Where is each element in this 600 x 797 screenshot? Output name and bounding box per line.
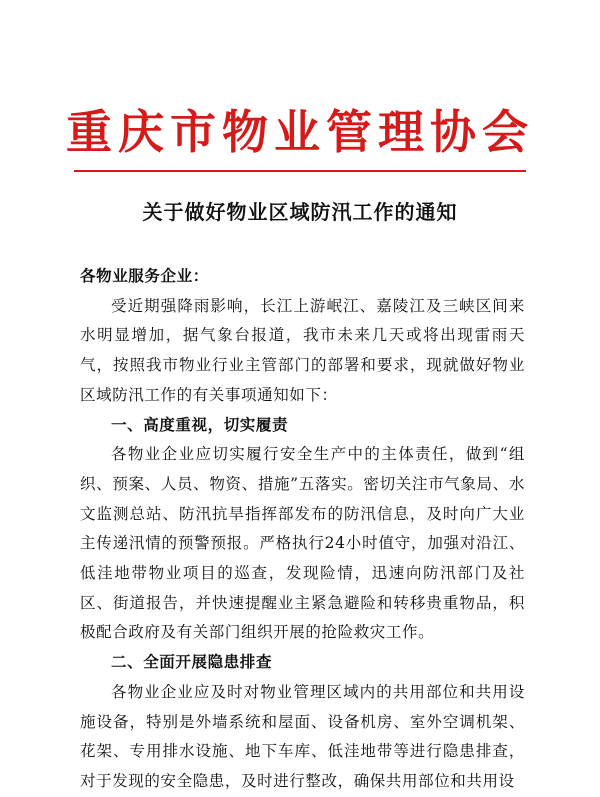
notice-body <box>80 262 525 797</box>
section-paragraph-1: 各物业企业应切实履行安全生产中的主体责任，做到“组织、预案、人员、物资、措施”五落实。密切关注市气象局、水文监测总站、防汛抗旱指挥部发布的防汛信息，及时向广大业主传递汛情的预警预报。严格执行24小时值守，加强对沿江、低洼地带物业项目的巡查，发现险情，迅速向防汛部门及社区、街道报告，并快速提醒业主紧急避险和转移贵重物品，积极配合政府及有关部门组织开展的抢险救灾工作。 <box>80 445 525 642</box>
organization-letterhead: 重庆市物业管理协会 <box>66 105 534 159</box>
section-heading-1: 一、高度重视，切实履责 <box>111 415 289 434</box>
intro-paragraph: 受近期强降雨影响，长江上游岷江、嘉陵江及三峡区间来水明显增加，据气象台报道，我市未来几天或将出现雷雨天气，按照我市物业行业主管部门的部署和要求，现就做好物业区域防汛工作的有关事项通知如下： <box>80 296 525 404</box>
salutation: 各物业服务企业： <box>80 267 209 285</box>
section-paragraph-2: 各物业企业应及时对物业管理区域内的共用部位和共用设施设备，特别是外墙系统和屋面、设备机房、室外空调机架、花架、专用排水设施、地下车库、低洼地带等进行隐患排查，对于发现的安全隐患，及时进行整改，确保共用部位和共用设 <box>80 682 525 790</box>
letterhead-divider <box>74 170 526 172</box>
notice-title: 关于做好物业区域防汛工作的通知 <box>142 200 458 224</box>
section-heading-2: 二、全面开展隐患排查 <box>111 653 273 672</box>
